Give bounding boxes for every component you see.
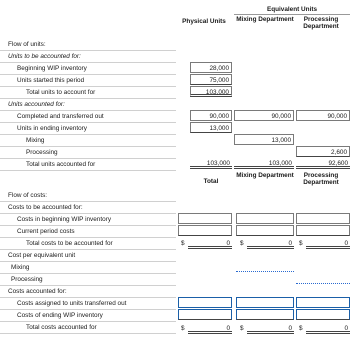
units-started-label: Units started this period (0, 75, 176, 87)
costs-beginning-wip-mixing-input[interactable] (236, 213, 294, 224)
processing-department-header: Processing Department (303, 16, 339, 30)
mixing-label: Mixing (0, 135, 176, 147)
costs-to-account-label: Costs to be accounted for: (0, 202, 176, 214)
total-costs-processing-value: 0 (306, 238, 350, 249)
mixing-department-header: Mixing Department (236, 16, 294, 23)
completed-transferred-label: Completed and transferred out (0, 111, 176, 123)
units-accounted-label: Units accounted for: (0, 99, 176, 111)
beginning-wip-input[interactable]: 28,000 (190, 62, 232, 73)
total-costs-to-account-label: Total costs to be accounted for (0, 238, 176, 250)
total-costs-accounted-label: Total costs accounted for (0, 322, 176, 334)
costs-accounted-label: Costs accounted for: (0, 286, 176, 298)
completed-processing-input[interactable]: 90,000 (296, 110, 350, 121)
total-accounted-mixing-dollar: $ (240, 325, 244, 332)
current-costs-total-input[interactable] (178, 225, 232, 236)
costs-beginning-wip-label: Costs in beginning WIP inventory (0, 214, 176, 226)
total-units-accounted-label: Total units accounted for (0, 159, 176, 171)
cost-mixing-label: Mixing (0, 262, 176, 274)
costs-transferred-processing-input[interactable] (296, 297, 350, 308)
ending-physical-input[interactable]: 13,000 (190, 122, 232, 133)
total-costs-processing-dollar: $ (299, 240, 303, 247)
physical-units-header: Physical Units (182, 18, 226, 25)
total-units-to-account-value[interactable]: 103,000 (190, 86, 232, 97)
current-costs-mixing-input[interactable] (236, 225, 294, 236)
mixing-equivalent-input[interactable]: 13,000 (234, 134, 294, 145)
total-costs-total-value: 0 (188, 238, 232, 249)
costs-ending-wip-total-input[interactable] (178, 309, 232, 320)
costs-transferred-total-input[interactable] (178, 297, 232, 308)
total-processing-value: 92,600 (296, 158, 350, 169)
total-accounted-mixing-value: 0 (247, 323, 294, 334)
total-mixing-value: 103,000 (234, 158, 294, 169)
units-ending-wip-label: Units in ending inventory (0, 123, 176, 135)
costs-ending-wip-processing-input[interactable] (296, 309, 350, 320)
total-costs-mixing-dollar: $ (240, 240, 244, 247)
costs-beginning-wip-processing-input[interactable] (296, 213, 350, 224)
cost-per-eu-mixing-input[interactable] (236, 261, 294, 272)
units-to-account-label: Units to be accounted for: (0, 51, 176, 63)
mixing-department-cost-header: Mixing Department (236, 172, 294, 179)
costs-ending-wip-mixing-input[interactable] (236, 309, 294, 320)
current-costs-processing-input[interactable] (296, 225, 350, 236)
total-accounted-processing-dollar: $ (299, 325, 303, 332)
flow-of-costs-label: Flow of costs: (0, 190, 176, 202)
beginning-wip-label: Beginning WIP inventory (0, 63, 176, 75)
header-divider (234, 14, 350, 15)
total-accounted-processing-value: 0 (306, 323, 350, 334)
cost-per-eu-processing-input[interactable] (296, 273, 350, 284)
costs-transferred-mixing-input[interactable] (236, 297, 294, 308)
total-accounted-total-value: 0 (188, 323, 232, 334)
processing-equivalent-input[interactable]: 2,600 (296, 146, 350, 157)
cost-per-eu-label: Cost per equivalent unit (0, 250, 176, 262)
total-header: Total (203, 178, 219, 185)
costs-ending-wip-label: Costs of ending WIP inventory (0, 310, 176, 322)
processing-department-cost-header: Processing Department (303, 172, 339, 186)
processing-label: Processing (0, 147, 176, 159)
total-physical-value: 103,000 (190, 158, 232, 169)
cost-processing-label: Processing (0, 274, 176, 286)
total-costs-dollar-sign: $ (181, 240, 185, 247)
total-accounted-dollar-sign: $ (181, 325, 185, 332)
total-units-to-account-label: Total units to account for (0, 87, 176, 99)
completed-physical-input[interactable]: 90,000 (190, 110, 232, 121)
flow-of-units-label: Flow of units: (0, 39, 176, 51)
units-started-input[interactable]: 75,000 (190, 74, 232, 85)
costs-beginning-wip-total-input[interactable] (178, 213, 232, 224)
current-period-costs-label: Current period costs (0, 226, 176, 238)
equivalent-units-header: Equivalent Units (266, 6, 318, 13)
total-costs-mixing-value: 0 (247, 238, 294, 249)
completed-mixing-input[interactable]: 90,000 (234, 110, 294, 121)
costs-assigned-transferred-label: Costs assigned to units transferred out (0, 298, 176, 310)
